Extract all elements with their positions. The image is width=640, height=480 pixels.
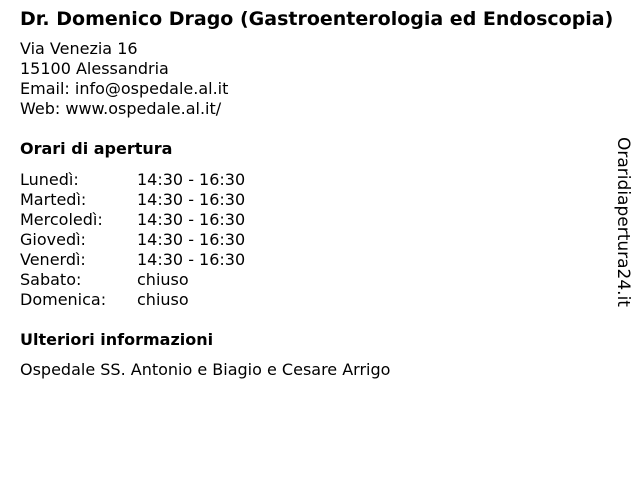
address-block [20,39,630,119]
additional-info-text: Ospedale SS. Antonio e Biagio e Cesare Arrigo [20,360,391,379]
hours-row-wednesday [20,210,630,230]
hours-row-friday [20,250,630,270]
site-watermark: Oraridiapertura24.it [613,137,633,307]
additional-info-heading: Ulteriori informazioni [20,330,214,349]
time-value: chiuso [137,290,189,309]
time-value: 14:30 - 16:30 [137,230,246,249]
day-label: Venerdì: [20,250,86,269]
day-label: Sabato: [20,270,82,289]
time-value: 14:30 - 16:30 [137,190,246,209]
web-line: Web: www.ospedale.al.it/ [20,99,222,118]
hours-row-monday [20,170,630,190]
day-label: Mercoledì: [20,210,103,229]
time-value: 14:30 - 16:30 [137,170,246,189]
city-address: 15100 Alessandria [20,59,169,78]
opening-hours-heading: Orari di apertura [20,139,173,158]
day-label: Giovedì: [20,230,86,249]
day-label: Lunedì: [20,170,79,189]
hours-row-thursday [20,230,630,250]
opening-hours-table [20,170,630,310]
day-label: Domenica: [20,290,107,309]
email-line: Email: info@ospedale.al.it [20,79,229,98]
time-value: 14:30 - 16:30 [137,250,246,269]
business-card [20,8,630,380]
day-label: Martedì: [20,190,87,209]
street-address: Via Venezia 16 [20,39,138,58]
hours-row-tuesday [20,190,630,210]
page-title: Dr. Domenico Drago (Gastroenterologia ed Endoscopia) [20,8,614,30]
hours-row-sunday [20,290,630,310]
time-value: chiuso [137,270,189,289]
time-value: 14:30 - 16:30 [137,210,246,229]
hours-row-saturday [20,270,630,290]
